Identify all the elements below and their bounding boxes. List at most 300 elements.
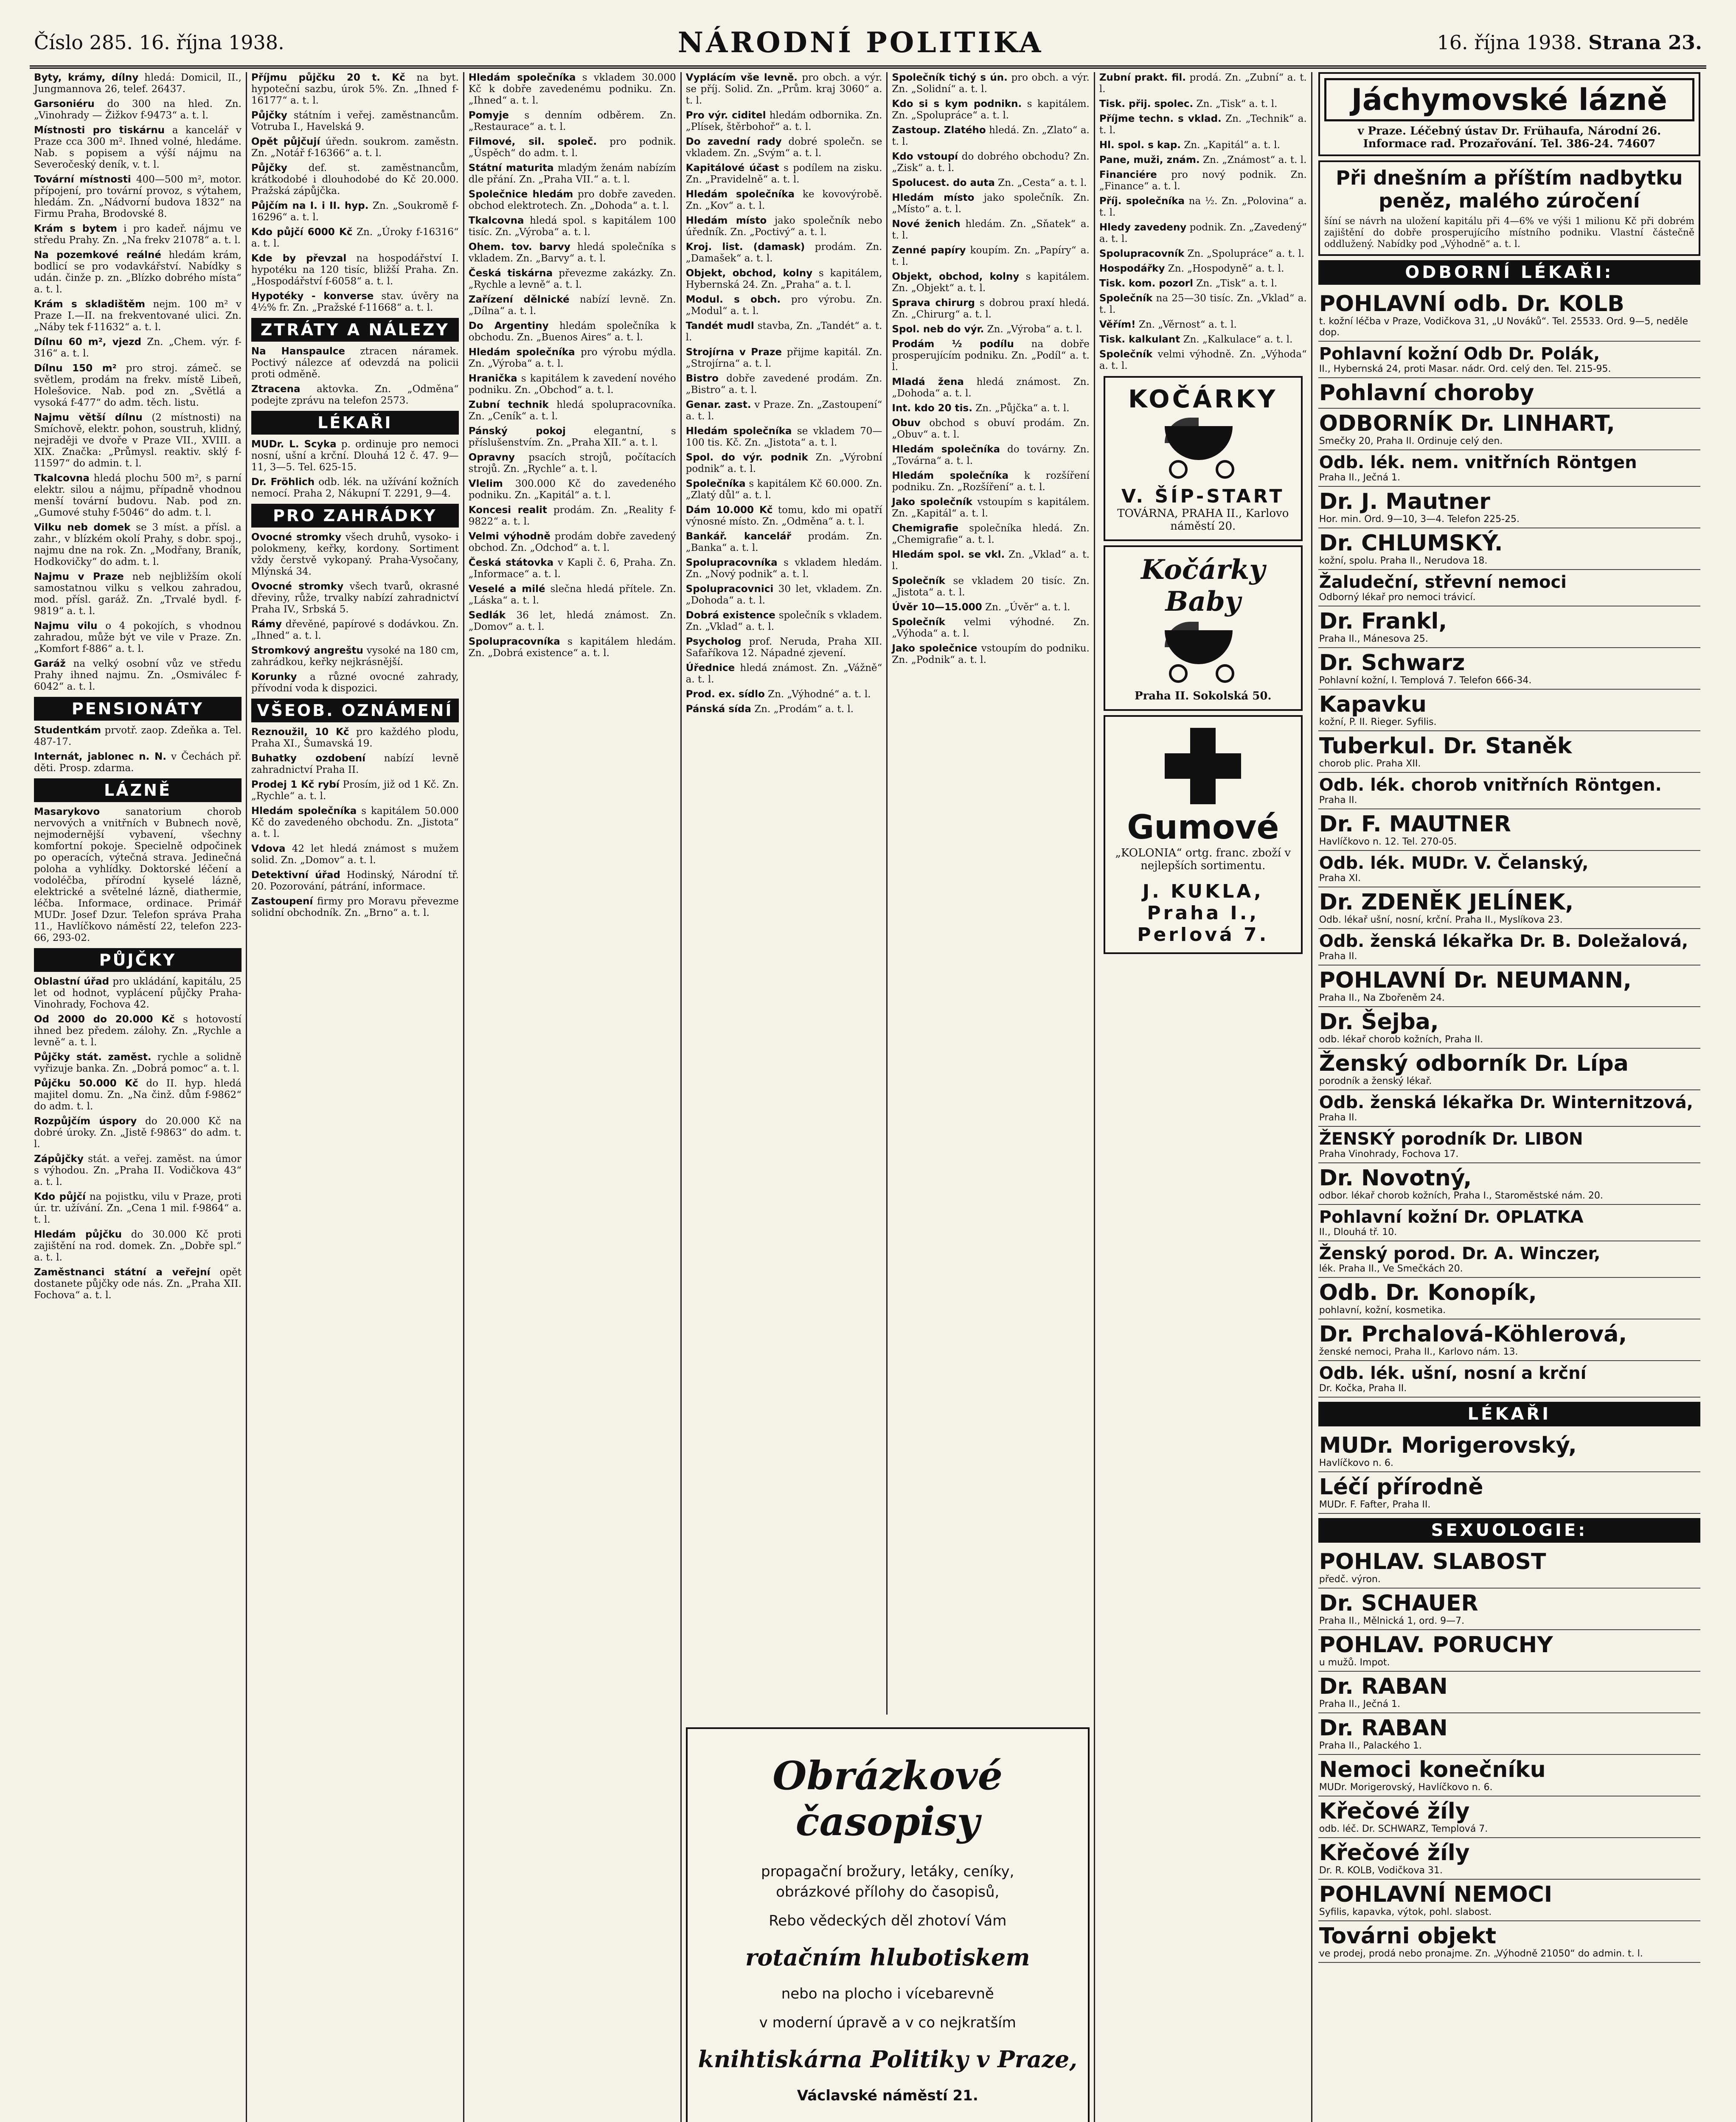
section-pujcky: PŮJČKY <box>34 948 242 972</box>
doctor-listing <box>1318 289 1700 342</box>
ad-heading: Hledám společníka <box>892 470 1008 481</box>
classified-ad <box>469 215 676 238</box>
classified-ad <box>34 174 242 220</box>
ad-text: Zn. „Výroba“ a. t. l. <box>987 324 1082 335</box>
ad-text: s dobrou praxí hledá. Zn. „Chirurg“ a. t. l. <box>892 298 1090 320</box>
classified-ad <box>251 843 459 866</box>
classified-ad <box>469 268 676 291</box>
classified-ad <box>469 294 676 317</box>
classified-ad <box>469 136 676 159</box>
ad-text: na velký osobní vůz ve středu Prahy ihned najmu. Zn. „Osmiválec f-6042“ a. t. l. <box>34 658 242 692</box>
ad-heading: Společník <box>1099 349 1153 360</box>
doctor-details: Praha II., Mánesova 25. <box>1319 634 1428 644</box>
ad-heading: Státní maturita <box>468 163 554 174</box>
ad-text: s kapitálem. Zn. „Objekt“ a. t. l. <box>892 271 1090 294</box>
ad-text: jako společník nebo úředník. Zn. „Poctivý“ a. t. l. <box>685 215 882 238</box>
doctor-details: II., Dlouhá tř. 10. <box>1319 1227 1397 1238</box>
mid-line-1: propagační brožury, letáky, ceníky, <box>761 1863 1014 1880</box>
ad-heading: Tovární místnosti <box>34 174 131 185</box>
column-4 <box>682 72 888 1715</box>
classified-ad <box>686 399 882 422</box>
ad-text: s kapitálem k zavedení nového podniku. Zn. „Obchod“ a. t. l. <box>468 373 676 396</box>
classified-ad <box>686 636 882 659</box>
doctor-details: Dr. Kočka, Praha II. <box>1319 1383 1407 1394</box>
ad-text: hledá spolupracovníka. Zn. „Ceník“ a. t. l. <box>468 399 676 422</box>
money-text: šíní se návrh na uložení kapitálu při 4—6% ve výši 1 milionu Kč při dobrém zajištění do dobře prosperujícího místního podniku. Vlastní částečně oddlužený. Nabídky pod „Výhodně“ a. t. l. <box>1324 216 1694 250</box>
ad-text: prvotř. zaop. Zdeňka a. Tel. 487-17. <box>34 725 242 747</box>
classified-ad <box>469 163 676 185</box>
classified-ad <box>686 110 882 133</box>
ad-heading: Ohem. tov. barvy <box>468 241 570 253</box>
ad-heading: Vyplácím vše levně. <box>685 72 798 83</box>
doctor-name: Dr. ZDENĚK JELÍNEK, <box>1319 890 1574 915</box>
classified-ad <box>251 346 459 380</box>
ad-heading: Hledám společníka <box>468 72 576 83</box>
doctor-listing <box>1318 851 1700 887</box>
ad-text: hledá známost. Zn. „Dohoda“ a. t. l. <box>892 376 1090 399</box>
doctor-details: Pohlavní kožní, I. Templová 7. Telefon 666-34. <box>1319 675 1532 686</box>
ad-text: p. ordinuje pro nemoci nosní, ušní a krční. Dlouhá 12 č. 47. 9—11, 3—5. Tel. 625-15. <box>251 439 459 473</box>
classified-ad <box>892 643 1089 666</box>
ad-text: i pro kadeř. nájmu ve středu Prahy. Zn. „Na frekv 21078“ a. t. l. <box>34 223 242 246</box>
doctor-details: chorob plic. Praha XII. <box>1319 758 1421 769</box>
doctor-name: Továrni objekt <box>1319 1923 1497 1949</box>
ad-heading: Společník tichý s ún. <box>892 72 1008 83</box>
classified-ad <box>686 704 882 715</box>
ad-heading: Chemigrafie <box>892 523 959 534</box>
doctor-name: ODBORNÍK Dr. LINHART, <box>1319 411 1615 436</box>
classified-ad <box>892 125 1089 148</box>
doctor-listing <box>1318 1630 1700 1672</box>
ad-text: prodám dobře zavedený obchod. Zn. „Odchod“ a. t. l. <box>468 531 676 553</box>
ad-heading: Kdo půjčí <box>34 1191 86 1202</box>
doctor-details: Praha II. <box>1319 951 1357 962</box>
kocarky-name: V. ŠÍP-START <box>1121 486 1285 507</box>
classified-ad <box>34 72 242 95</box>
ad-text: Zn. „Tisk“ a. t. l. <box>1196 98 1278 109</box>
classified-ad <box>469 399 676 422</box>
ad-heading: Studentkám <box>34 725 101 736</box>
ad-heading: Dám 10.000 Kč <box>685 505 773 516</box>
doctor-details: II., Hybernská 24, proti Masar. nádr. Ord. celý den. Tel. 215-95. <box>1319 364 1611 374</box>
kocarky-address: TOVÁRNA, PRAHA II., Karlovo náměstí 20. <box>1117 507 1289 533</box>
ad-heading: Stromkový angreštu <box>251 645 363 656</box>
ad-heading: Rámy <box>251 619 282 630</box>
section-vseob: VŠEOB. OZNÁMENÍ <box>251 699 459 722</box>
ad-text: 300.000 Kč do zavedeného podniku. Zn. „Kapitál“ a. t. l. <box>468 478 676 501</box>
ad-text: pro nový podnik. Zn. „Finance“ a. t. l. <box>1099 169 1307 192</box>
ad-heading: Strojírna v Praze <box>685 347 782 358</box>
jachymov-title: Jáchymovské lázně <box>1324 78 1694 121</box>
pram-icon <box>1156 622 1250 685</box>
doctor-listing <box>1318 487 1700 528</box>
classified-ad <box>892 324 1089 335</box>
ad-heading: Zubní prakt. fil. <box>1099 72 1186 83</box>
doctor-listing <box>1318 773 1700 809</box>
doctor-listing <box>1318 1589 1700 1630</box>
page-number: Strana 23. <box>1588 31 1702 54</box>
ad-heading: Společník <box>892 617 945 628</box>
ad-text: s podílem na zisku. Zn. „Pravidelně“ a. t. l. <box>685 163 882 185</box>
doctor-listing <box>1318 1796 1700 1838</box>
ad-heading: Zubní technik <box>468 399 549 410</box>
issue-number: Číslo 285. 16. října 1938. <box>34 31 284 54</box>
ad-text: státním i veřej. zaměstnancům. Votruba I., Havelská 9. <box>251 110 459 132</box>
doctor-listing <box>1318 1921 1700 1963</box>
classified-ad <box>251 727 459 749</box>
ad-text: Zn. „Úroky f-16316“ a. t. l. <box>251 227 459 249</box>
ad-heading: Půjčky <box>251 163 287 174</box>
ad-heading: Dílnu 150 m² <box>34 363 117 374</box>
ad-heading: Ovocné stromky <box>251 581 344 592</box>
ad-text: hledá. Zn. „Zlato“ a. t. l. <box>892 125 1090 147</box>
doctor-details: Praha II., Mělnická 1, ord. 9—7. <box>1319 1616 1465 1626</box>
doctor-details: Dr. R. KOLB, Vodičkova 31. <box>1319 1865 1443 1876</box>
ad-text: dobře zavedené prodám. Zn. „Bistro“ a. t. l. <box>685 373 882 396</box>
ad-heading: Příjme techn. s vklad. <box>1099 113 1222 124</box>
ad-heading: Byty, krámy, dílny <box>34 72 139 83</box>
ad-text: dřevěné, papírové s dodávkou. Zn. „Ihned“ a. t. l. <box>251 619 459 641</box>
doctor-details: Praha II., Na Zbořeněm 24. <box>1319 993 1445 1003</box>
doctor-name: Tuberkul. Dr. Staněk <box>1319 733 1572 759</box>
doctor-details: Odb. lékař ušní, nosní, krční. Praha II., Myslíkova 23. <box>1319 915 1563 925</box>
ad-heading: Obuv <box>892 418 921 429</box>
ad-text: do dobrého obchodu? Zn. „Zisk“ a. t. l. <box>892 151 1090 174</box>
ad-text: hledám. Zn. „Sňatek“ a. t. l. <box>892 219 1090 241</box>
ad-text: 42 let hledá známost s mužem solid. Zn. „Domov“ a. t. l. <box>251 843 459 866</box>
mid-line-3: Rebo vědeckých děl zhotoví Vám <box>769 1912 1007 1929</box>
columns <box>30 72 1706 2122</box>
doctor-details: Praha II. <box>1319 795 1357 806</box>
ad-heading: Prod. ex. sídlo <box>685 689 765 700</box>
classified-ad <box>251 384 459 407</box>
classified-ad <box>469 636 676 659</box>
ad-text: velmi výhodné. Zn. „Výhoda“ a. t. l. <box>892 617 1090 639</box>
classified-ad <box>686 531 882 554</box>
ad-heading: Spolupracovníka <box>468 636 560 647</box>
doctor-listing <box>1318 887 1700 929</box>
classified-ad <box>251 753 459 776</box>
classified-ad <box>251 779 459 802</box>
ad-heading: Jako společník <box>892 497 972 508</box>
doctor-name: Křečové žíly <box>1319 1840 1470 1866</box>
classified-ad <box>34 337 242 359</box>
doctor-listing <box>1318 929 1700 966</box>
ad-text: s kapitálem, Hybernská 24. Zn. „Praha“ a. t. l. <box>685 268 882 290</box>
ad-heading: Velmi výhodně <box>468 531 551 542</box>
ad-heading: Tkalcovna <box>468 215 524 226</box>
doctor-listing <box>1318 1713 1700 1755</box>
ad-text: prodám. Zn. „Damašek“ a. t. l. <box>685 241 882 264</box>
ad-text: hledám krám, bodlicí se pro vodavkářství. Nabídky s udán. činže p. zn. „Blízko dobrého místa“ a. t. l. <box>34 250 242 295</box>
classified-ad <box>1099 113 1307 136</box>
ad-heading: Tisk. kom. pozorl <box>1099 278 1194 289</box>
classified-ad <box>34 571 242 617</box>
doctor-details: Syfilis, kapavka, výtok, pohl. slabost. <box>1319 1907 1492 1917</box>
classified-ad <box>469 426 676 449</box>
classified-ad <box>686 189 882 212</box>
ad-heading: Spolucest. do auta <box>892 177 995 188</box>
doctor-listing <box>1318 1127 1700 1163</box>
classified-ad <box>251 72 459 107</box>
doctor-name: POHLAV. SLABOST <box>1319 1549 1546 1575</box>
doctor-name: POHLAVNÍ odb. Dr. KOLB <box>1319 291 1624 317</box>
ad-text: slečna hledá přítele. Zn. „Láska“ a. t. l. <box>468 584 676 606</box>
classified-ad <box>34 1078 242 1112</box>
ad-heading: Úřednice <box>685 662 735 674</box>
mid-line-8: Václavské náměstí 21. <box>797 2087 978 2104</box>
ad-heading: Zastoup. Zlatého <box>892 125 986 136</box>
ad-text: v Kapli č. 6, Praha. Zn. „Informace“ a. t. l. <box>468 557 676 580</box>
ad-heading: Nové ženich <box>892 219 961 230</box>
doctor-details: pohlavní, kožní, kosmetika. <box>1319 1305 1446 1316</box>
doctor-listing <box>1318 1838 1700 1880</box>
ad-heading: Bankář. kancelář <box>685 531 792 542</box>
ad-text: na 25—30 tisíc. Zn. „Vklad“ a. t. l. <box>1099 293 1307 315</box>
ad-text: Hodinský, Národní tř. 20. Pozorování, pátrání, informace. <box>251 870 459 892</box>
doctor-listing <box>1318 528 1700 570</box>
ad-heading: Pánský pokoj <box>468 426 566 437</box>
ad-heading: Hranička <box>468 373 517 384</box>
ad-heading: Tisk. přij. spolec. <box>1099 98 1194 109</box>
column-2 <box>247 72 464 2122</box>
ad-heading: Zenné papíry <box>892 245 966 256</box>
classified-ad <box>892 575 1089 598</box>
newspaper-page <box>30 25 1706 2122</box>
classified-ad <box>892 523 1089 546</box>
ad-text: hledá plochu 500 m², s parní elektr. silou a nájmu, případně vhodnou menší tovární budovu. Nab. pod zn. „Gumové stuhy f-5046“ do adm. t. l. <box>34 473 242 518</box>
ad-heading: Hledám společníka <box>685 189 795 200</box>
ad-text: neb nejbližším okolí samostatnou vilku s velkou zahradou, mod. přísl. garáž. Zn. „Trvalé bydl. f-9819“ a. t. l. <box>34 571 242 617</box>
ad-heading: Vlelim <box>468 478 503 489</box>
section-odborni: ODBORNÍ LÉKAŘI: <box>1318 260 1700 285</box>
classified-ad <box>34 1229 242 1263</box>
classified-ad <box>34 98 242 121</box>
ad-text: stav. úvěry na 4½% fr. Zn. „Pražské f-11668“ a. t. l. <box>251 291 459 313</box>
classified-ad <box>892 470 1089 493</box>
doctor-name: Dr. RABAN <box>1319 1715 1448 1741</box>
ad-text: (2 místnosti) na Smíchově, elektr. pohon, soustruh, klidný, nejraději ve dvoře v Praze VII., XVIII. a XIX. Značka: „Průmysl. reaktiv. sklý f-11597“ do admin. t. l. <box>34 412 242 469</box>
classified-ad <box>34 363 242 409</box>
ad-text: k rozšíření podniku. Zn. „Rozšíření“ a. t. l. <box>892 470 1090 493</box>
doctor-name: Dr. CHLUMSKÝ. <box>1319 530 1503 556</box>
doctor-details: ženské nemoci, Praha II., Karlovo nám. 13. <box>1319 1347 1518 1357</box>
classified-ad <box>251 806 459 840</box>
classified-ad <box>469 347 676 370</box>
ad-heading: Zařízení dělnické <box>468 294 570 305</box>
ad-heading: Korunky <box>251 671 297 682</box>
ad-heading: Hledám místo <box>685 215 767 226</box>
doctor-details: Havlíčkovo n. 12. Tel. 270-05. <box>1319 836 1457 847</box>
money-advert <box>1318 160 1700 256</box>
mid-line-7: knihtiskárna Politiky v Praze, <box>698 2046 1078 2073</box>
classified-ad <box>34 1267 242 1301</box>
ad-heading: Tisk. kalkulant <box>1099 334 1180 345</box>
section-lazne: LÁZNĚ <box>34 778 242 802</box>
classified-ad <box>892 497 1089 519</box>
classified-ad <box>251 619 459 642</box>
ad-text: dobré společn. se vkladem. Zn. „Svým“ a. t. l. <box>685 136 882 159</box>
mid-line-6: v moderní úpravě a v co nejkratším <box>759 2014 1016 2031</box>
ad-text: prodám. Zn. „Banka“ a. t. l. <box>685 531 882 553</box>
baby-address: Praha II. Sokolská 50. <box>1135 690 1272 702</box>
kocarky-advert <box>1104 376 1303 541</box>
doctor-details: MUDr. F. Fafter, Praha II. <box>1319 1499 1431 1510</box>
ad-heading: Společnice hledám <box>468 189 573 200</box>
ad-text: odb. lék. na užívání kožních nemocí. Praha 2, Nákupní T. 2291, 9—4. <box>251 477 459 499</box>
doctor-listing <box>1318 606 1700 648</box>
classified-ad <box>686 72 882 107</box>
ad-heading: Hypotéky - konverse <box>251 291 374 302</box>
classified-ad <box>892 151 1089 174</box>
doctor-name: Odb. ženská lékařka Dr. Winternitzová, <box>1319 1093 1693 1112</box>
ad-text: mladým ženám nabízím dle přání. Zn. „Praha VII.“ a. t. l. <box>468 163 676 185</box>
ad-text: Zn. „Výhodné“ a. t. l. <box>768 689 871 700</box>
ad-heading: Spolupracovník <box>1099 248 1185 259</box>
ad-text: 30 let, vkladem. Zn. „Dohoda“ a. t. l. <box>685 584 882 606</box>
column-6 <box>1095 72 1312 2122</box>
section-zahrady: PRO ZAHRÁDKY <box>251 504 459 528</box>
classified-ad <box>892 549 1089 572</box>
mid-line-4: rotačním hlubotiskem <box>745 1944 1030 1971</box>
ad-text: 36 let, hledá známost. Zn. „Domov“ a. t. l. <box>468 610 676 632</box>
classified-ad <box>34 125 242 171</box>
classified-ad <box>686 689 882 700</box>
ad-heading: Sprava chirurg <box>892 298 975 309</box>
classified-ad <box>251 110 459 133</box>
ad-text: společník s vkladem. Zn. „Vklad“ a. t. l. <box>685 610 882 632</box>
doctor-name: Kapavku <box>1319 692 1427 717</box>
ad-heading: Garáž <box>34 658 66 669</box>
ad-heading: Hledy zavedeny <box>1099 222 1187 233</box>
ad-heading: Hledám společníka <box>468 347 575 358</box>
doctor-name: Léčí přírodně <box>1319 1474 1483 1500</box>
ad-text: do 30.000 Kč proti zajištění na rod. domek. Zn. „Dobře spl.“ a. t. l. <box>34 1229 242 1263</box>
classified-ad <box>686 215 882 238</box>
ad-text: pro podnik. „Úspěch“ do adm. t. l. <box>468 136 676 159</box>
classified-ad <box>34 1116 242 1150</box>
ad-text: hledám společníka k obchodu. Zn. „Buenos Aires“ a. t. l. <box>468 320 676 343</box>
classified-ad <box>1099 222 1307 245</box>
classified-ad <box>892 418 1089 441</box>
classified-ad <box>1099 196 1307 219</box>
ad-heading: Kde by převzal <box>251 253 347 264</box>
ad-text: společníka hledá. Zn. „Chemigrafie“ a. t. l. <box>892 523 1090 545</box>
classified-ad <box>34 658 242 693</box>
section-ztraty: ZTRÁTY A NÁLEZY <box>251 318 459 342</box>
ad-heading: Prodej 1 Kč rybí <box>251 779 340 790</box>
classified-ad <box>892 98 1089 121</box>
column-doctors <box>1312 72 1706 2122</box>
ad-text: na hospodářství I. hypotéku na 120 tisíc, bližší Praha. Zn. „Hospodářství f-6058“ a. t. l. <box>251 253 459 287</box>
classified-ad <box>251 227 459 250</box>
ad-heading: Masarykovo <box>34 806 100 817</box>
ad-heading: Do zavední rady <box>685 136 782 147</box>
doctor-name: Odb. ženská lékařka Dr. B. Doležalová, <box>1319 932 1688 951</box>
doctor-name: Dr. J. Mautner <box>1319 489 1490 514</box>
classified-ad <box>686 557 882 580</box>
classified-ad <box>1099 140 1307 151</box>
classified-ad <box>251 870 459 893</box>
doctor-name: Dr. RABAN <box>1319 1674 1448 1699</box>
classified-ad <box>1099 72 1307 95</box>
column-5 <box>888 72 1093 1715</box>
ad-heading: Kapitálové účast <box>685 163 779 174</box>
ad-heading: Pro výr. ciditel <box>685 110 766 121</box>
ad-text: převezme zakázky. Zn. „Rychle a levně“ a. t. l. <box>468 268 676 290</box>
classified-ad <box>892 403 1089 414</box>
ad-text: na ½. Zn. „Polovina“ a. t. l. <box>1099 196 1307 218</box>
column-4-5 <box>682 72 1095 2122</box>
ad-text: Zn. „Technik“ a. t. l. <box>1099 113 1307 136</box>
doctor-name: Dr. Novotný, <box>1319 1165 1472 1191</box>
ad-heading: Zaměstnanci státní a veřejní <box>34 1267 211 1278</box>
ad-heading: Modul. s obch. <box>685 294 781 305</box>
classified-ad <box>34 725 242 748</box>
doctor-listing <box>1318 1278 1700 1319</box>
doctor-listing <box>1318 409 1700 450</box>
gumove-subtitle: „KOLONIA“ ortg. franc. zboží v nejlepších sortimentu. <box>1115 847 1291 872</box>
masthead: NÁRODNÍ POLITIKA <box>677 26 1044 59</box>
ad-text: podnik. Zn. „Zavedený“ a. t. l. <box>1099 222 1307 244</box>
doctor-name: Pohlavní kožní Dr. OPLATKA <box>1319 1207 1584 1227</box>
doctor-listing <box>1318 966 1700 1007</box>
ad-heading: Prodám ½ podílu <box>892 339 1014 350</box>
ad-text: opět dostanete půjčky ode nás. Zn. „Praha XII. Fochova“ a. t. l. <box>34 1267 242 1301</box>
classified-ad <box>34 976 242 1010</box>
ad-text: nejm. 100 m² v Praze I.—II. na frekventované ulici. Zn. „Náby tek f-11632“ a. t. l. <box>34 299 242 333</box>
ad-heading: Mladá žena <box>892 376 964 387</box>
doctor-listing <box>1318 1755 1700 1796</box>
ad-heading: Hledám společníka <box>685 426 792 437</box>
ad-text: vstoupím s kapitálem. Zn. „Kapitál“ a. t. l. <box>892 497 1090 519</box>
doctor-listing <box>1318 1007 1700 1049</box>
ad-text: hledá společníka s vkladem. Zn. „Barvy“ a. t. l. <box>468 241 676 264</box>
ad-text: s kapitálem hledám. Zn. „Dobrá existence“ a. t. l. <box>468 636 676 659</box>
ad-text: v Praze. Zn. „Zastoupení“ a. t. l. <box>685 399 882 422</box>
ad-text: Zn. „Spolupráce“ a. t. l. <box>1187 248 1305 259</box>
classified-ad <box>251 163 459 197</box>
doctor-listing <box>1318 1090 1700 1127</box>
ad-text: Zn. „Výrobní podnik“ a. t. l. <box>685 452 882 474</box>
classified-ad <box>34 250 242 295</box>
doctor-listing <box>1318 648 1700 690</box>
classified-ad <box>34 473 242 519</box>
ad-heading: Hledám místo <box>892 192 975 203</box>
ad-text: aktovka. Zn. „Odměna“ podejte zprávu na telefon 2573. <box>251 384 459 406</box>
classified-ad <box>892 245 1089 268</box>
classified-ad <box>892 177 1089 189</box>
doctor-name: Dr. Schwarz <box>1319 650 1465 676</box>
ad-text: Zn. „Tisk“ a. t. l. <box>1196 278 1278 289</box>
ad-heading: Spolupracovníka <box>685 557 778 568</box>
classified-ad <box>251 200 459 223</box>
ad-heading: Kroj. list. (damask) <box>685 241 805 253</box>
ad-text: do II. hyp. hledá majitel domu. Zn. „Na činž. dům f-9862“ do adm. t. l. <box>34 1078 242 1112</box>
classified-ad <box>892 72 1089 95</box>
ad-text: Zn. „Půjčka“ a. t. l. <box>975 403 1070 414</box>
doctor-details: Praha XI. <box>1319 873 1361 884</box>
ad-heading: Česká státovka <box>468 557 554 568</box>
classified-ad <box>1099 263 1307 275</box>
doctor-name: Ženský porod. Dr. A. Winczer, <box>1319 1244 1601 1263</box>
ad-text: pro dobře zaveden. obchod elektrotech. Zn. „Dohoda“ a. t. l. <box>468 189 676 211</box>
ad-text: v Čechách př. děti. Prosp. zdarma. <box>34 751 242 774</box>
doctor-details: MUDr. Morigerovský, Havlíčkovo n. 6. <box>1319 1782 1493 1793</box>
doctor-listing <box>1318 1049 1700 1090</box>
doctor-name: ŽENSKÝ porodník Dr. LIBON <box>1319 1129 1583 1149</box>
doctor-name: POHLAV. PORUCHY <box>1319 1632 1553 1658</box>
